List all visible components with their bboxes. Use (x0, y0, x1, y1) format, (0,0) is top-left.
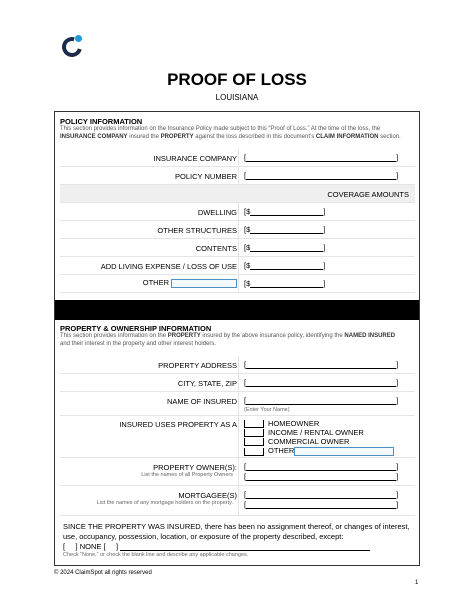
policy-number-label: POLICY NUMBER (175, 172, 237, 181)
insurance-company-field[interactable]: [ ] (244, 153, 399, 162)
add-living-field[interactable]: [$ ] (244, 261, 326, 270)
policy-number-field[interactable]: [ ] (244, 171, 399, 180)
page-subtitle: LOUISIANA (215, 93, 259, 102)
property-address-row (60, 356, 415, 374)
city-state-zip-row (60, 374, 415, 392)
other-use-label: OTHER (268, 446, 295, 455)
other-structures-label: OTHER STRUCTURES (157, 226, 237, 235)
policy-section-description (60, 126, 416, 141)
commercial-owner-checkbox[interactable] (244, 438, 264, 446)
property-address-field[interactable]: [ ] (244, 360, 399, 369)
contents-field[interactable]: [$ ] (244, 243, 326, 252)
property-owners-field-2[interactable]: [ ] (244, 472, 399, 481)
rental-owner-option[interactable] (244, 428, 364, 437)
homeowner-checkbox[interactable] (244, 420, 264, 428)
property-desc-bold: PROPERTY (167, 333, 201, 339)
uses-property-label: INSURED USES PROPERTY AS A (119, 420, 237, 429)
commercial-owner-option[interactable] (244, 437, 349, 446)
coverage-amounts-label: COVERAGE AMOUNTS (327, 190, 409, 199)
add-living-row (60, 257, 415, 275)
none-checkbox[interactable]: [ ] (63, 542, 78, 551)
copyright-footer: © 2024 ClaimSpot all rights reserved (54, 570, 152, 576)
policy-desc-bold: PROPERTY (160, 133, 194, 140)
city-state-zip-field[interactable]: [ ] (244, 378, 399, 387)
property-owners-label: PROPERTY OWNER(S): (153, 463, 237, 472)
mortgagee-field-2[interactable]: [ ] (244, 500, 399, 509)
claimspot-logo (62, 35, 86, 59)
form-container (54, 111, 420, 566)
name-of-insured-field[interactable]: [ ] (244, 396, 399, 405)
dwelling-row (60, 203, 415, 221)
insurance-company-row (60, 149, 415, 167)
add-living-label: ADD LIVING EXPENSE / LOSS OF USE (100, 262, 237, 271)
dwelling-label: DWELLING (197, 208, 237, 217)
property-desc-text: insured by the above insurance policy, identifying the (200, 333, 345, 339)
insurance-company-label: INSURANCE COMPANY (153, 154, 237, 163)
other-structures-row (60, 221, 415, 239)
none-option-row (63, 542, 370, 551)
mortgagee-hint: List the names of any mortgage holders on the property. (96, 500, 233, 506)
changes-description-line[interactable] (120, 543, 370, 551)
policy-desc-bold: INSURANCE COMPANY (60, 133, 128, 140)
mortgagee-label: MORTGAGEE(S) (178, 491, 237, 500)
property-owners-field-1[interactable]: [ ] (244, 462, 399, 471)
policy-section-heading: POLICY INFORMATION (60, 117, 143, 126)
commercial-owner-label: COMMERCIAL OWNER (268, 437, 350, 446)
coverage-amounts-row (60, 185, 415, 203)
none-hint: Check “None,” or check the blank line and describe any applicable changes. (63, 552, 249, 558)
city-state-zip-label: CITY, STATE, ZIP (177, 379, 237, 388)
policy-desc-text: against the loss described in this document’s (193, 133, 316, 140)
rental-owner-label: INCOME / RENTAL OWNER (268, 428, 364, 437)
enter-name-hint: (Enter Your Name) (244, 407, 290, 413)
contents-row (60, 239, 415, 257)
property-desc-text: and their interest in the property and other interest holders. (60, 340, 217, 347)
policy-number-row (60, 167, 415, 185)
other-coverage-field[interactable]: [$ ] (244, 279, 326, 288)
property-owners-row (60, 458, 415, 486)
other-coverage-label: OTHER (142, 278, 169, 287)
property-owners-hint: List the names of all Property Owners (141, 472, 233, 478)
property-desc-text: This section provides information on the (60, 333, 168, 339)
logo-dot-icon (75, 35, 82, 42)
policy-desc-text: This section provides information on the Insurance Policy made subject to this “Proof of Loss.” At the time of the loss, the (60, 126, 381, 132)
changes-checkbox[interactable]: [ ] (103, 542, 119, 551)
mortgagee-field-1[interactable]: [ ] (244, 490, 399, 499)
homeowner-label: HOMEOWNER (268, 419, 320, 428)
uses-property-row (60, 416, 415, 458)
homeowner-option[interactable] (244, 419, 319, 428)
policy-desc-bold: CLAIM INFORMATION (315, 133, 379, 140)
other-structures-field[interactable]: [$ ] (244, 225, 326, 234)
contents-label: CONTENTS (195, 244, 237, 253)
policy-desc-text: section. (378, 133, 401, 140)
name-of-insured-row (60, 392, 415, 416)
other-use-checkbox[interactable] (244, 448, 264, 456)
other-coverage-row (60, 275, 415, 293)
property-address-label: PROPERTY ADDRESS (158, 361, 237, 370)
rental-owner-checkbox[interactable] (244, 429, 264, 437)
other-coverage-label-group (143, 278, 237, 288)
dwelling-field[interactable]: [$ ] (244, 207, 326, 216)
other-use-option[interactable] (244, 446, 394, 456)
page-title: PROOF OF LOSS (167, 70, 307, 89)
property-desc-bold: NAMED INSURED (344, 333, 396, 339)
none-label: NONE (79, 542, 102, 551)
policy-desc-text: insured the (127, 133, 161, 140)
section-divider-bar (55, 300, 419, 320)
name-of-insured-label: NAME OF INSURED (166, 397, 237, 406)
property-section-heading: PROPERTY & OWNERSHIP INFORMATION (60, 324, 212, 333)
property-section-description (60, 333, 416, 348)
other-use-input[interactable] (294, 447, 394, 456)
mortgagee-row (60, 486, 415, 516)
page-number: 1 (415, 580, 419, 586)
assignment-statement: SINCE THE PROPERTY WAS INSURED, there has been no assignment thereof, or changes of interest, use, occupancy, possession, location, or exposure of the property described, except: (63, 522, 410, 541)
other-coverage-input[interactable] (171, 279, 237, 288)
